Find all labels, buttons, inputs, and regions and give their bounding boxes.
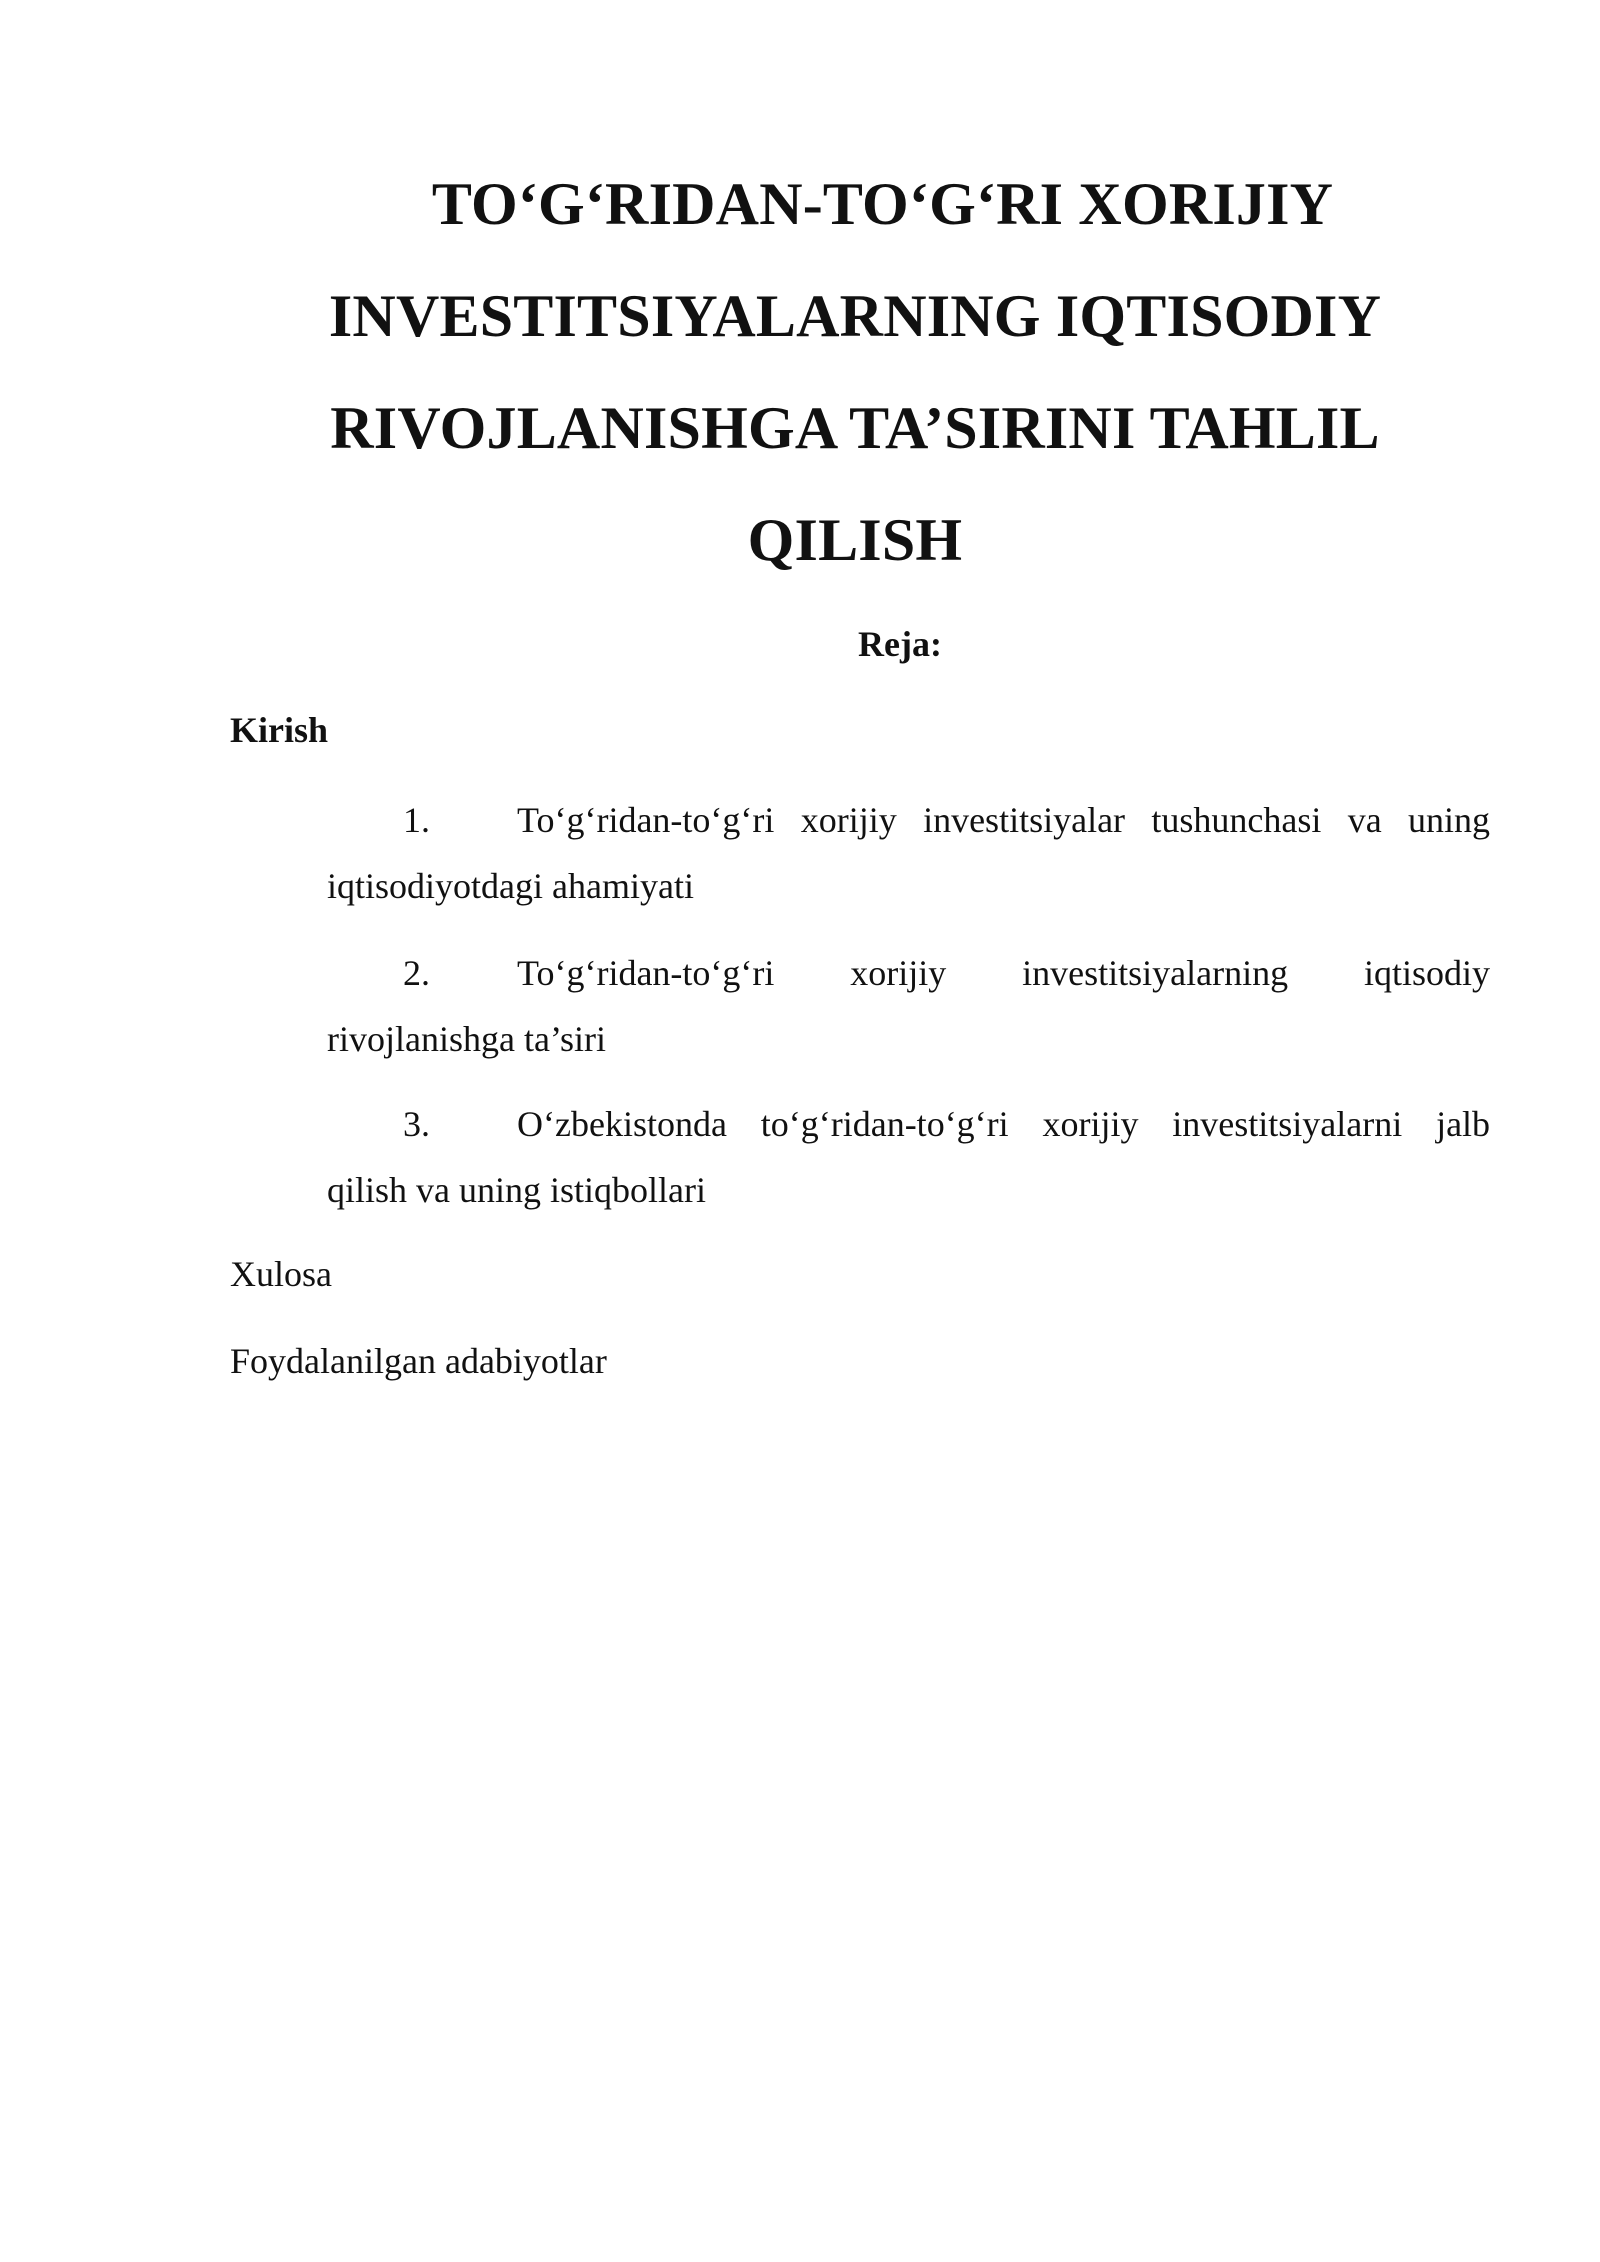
plan-item-number: 1. [403,800,430,840]
word: jalb [1436,1104,1491,1144]
word: tushunchasi [1151,800,1322,840]
word: investitsiyalar [923,800,1126,840]
title-line-1: TO‘G‘RIDAN-TO‘G‘RI XORIJIY [431,171,1334,237]
plan-item-text-line-1 [517,940,1490,1006]
plan-item-1 [327,787,1490,919]
plan-item-text-line-2: iqtisodiyotdagi ahamiyati [327,866,694,906]
title-line-3: RIVOJLANISHGA TA’SIRINI TAHLIL [330,395,1380,461]
plan-item-text-line-2: qilish va uning istiqbollari [327,1170,706,1210]
word: uning [1408,800,1491,840]
word: iqtisodiy [1363,953,1491,993]
plan-heading: Reja: [858,624,942,664]
plan-item-text-line-2: rivojlanishga ta’siri [327,1019,606,1059]
intro-heading: Kirish [230,710,329,750]
plan-item-2 [327,940,1490,1072]
word: investitsiyalarni [1172,1104,1403,1144]
word: To‘g‘ridan-to‘g‘ri [517,800,775,840]
references-heading: Foydalanilgan adabiyotlar [230,1341,607,1381]
plan-item-number: 2. [403,953,430,993]
word: xorijiy [1042,1104,1139,1144]
word: va [1347,800,1382,840]
plan-item-3 [327,1091,1490,1223]
document-title [280,148,1430,596]
title-line-4: QILISH [747,507,963,573]
title-line-2: INVESTITSIYALARNING IQTISODIY [328,283,1382,349]
word: To‘g‘ridan-to‘g‘ri [517,953,775,993]
word: to‘g‘ridan-to‘g‘ri [760,1104,1009,1144]
plan-item-text-line-1 [517,1091,1490,1157]
word: xorijiy [800,800,897,840]
word: investitsiyalarning [1022,953,1289,993]
word: O‘zbekistonda [517,1104,727,1144]
conclusion-heading: Xulosa [230,1254,332,1294]
plan-item-text-line-1 [517,787,1490,853]
word: xorijiy [850,953,947,993]
plan-item-number: 3. [403,1104,430,1144]
